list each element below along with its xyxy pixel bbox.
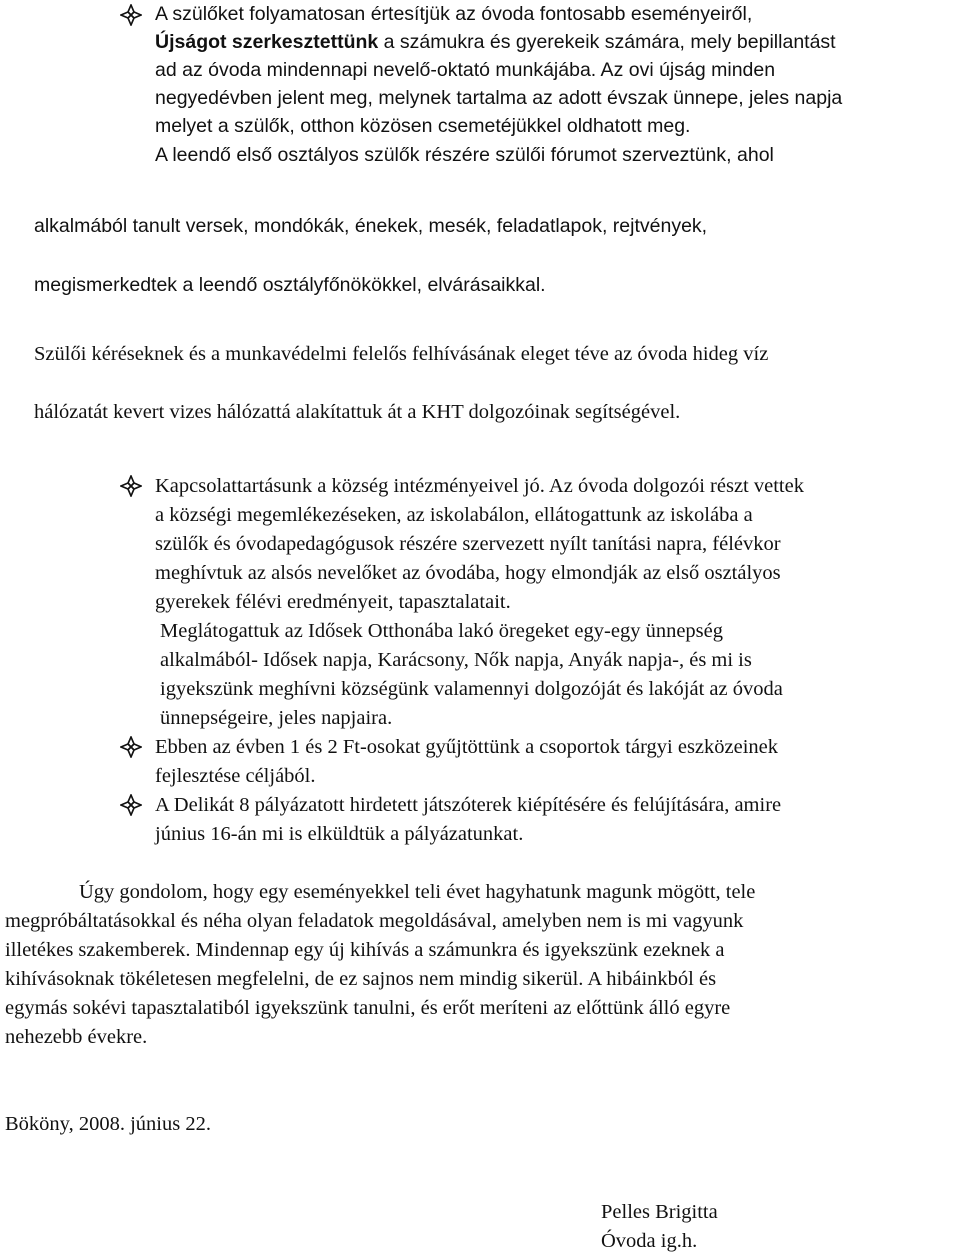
kapcsolat-line2: a községi megemlékezéseken, az iskolabálon, ellátogattunk az iskolába a bbox=[155, 504, 753, 526]
signature-name: Pelles Brigitta bbox=[601, 1201, 718, 1223]
kapcsolat-line8: igyekszünk meghívni községünk valamennyi dolgozóját és lakóját az óvoda bbox=[160, 678, 783, 700]
delikat-line1: A Delikát 8 pályázatott hirdetett játszóterek kiépítésére és felújítására, amire bbox=[155, 794, 782, 816]
closing-line5: egymás sokévi tapasztalatiból igyekszünk tanulni, és erőt meríteni az előttünk álló egyre bbox=[5, 997, 731, 1019]
place-date: Bököny, 2008. június 22. bbox=[5, 1113, 211, 1135]
kapcsolat-line9: ünnepségeire, jeles napjaira. bbox=[160, 707, 393, 729]
delikat-line2: június 16-án mi is elküldtük a pályázatunkat. bbox=[155, 823, 524, 845]
closing-line3: illetékes szakemberek. Mindennap egy új kihívás a számunkra és igyekszünk ezeknek a bbox=[5, 939, 725, 961]
diamond-bullet-icon bbox=[120, 4, 142, 26]
kapcsolat-line1: Kapcsolattartásunk a község intézményeivel jó. Az óvoda dolgozói részt vettek bbox=[155, 475, 804, 497]
kapcsolat-line4: meghívtuk az alsós nevelőket az óvodába, hogy elmondják az első osztályos bbox=[155, 562, 781, 584]
diamond-bullet-icon bbox=[120, 475, 142, 497]
diamond-bullet-icon bbox=[120, 736, 142, 758]
signature-title: Óvoda ig.h. bbox=[601, 1230, 698, 1252]
section2-line1: Szülői kéréseknek és a munkavédelmi felelős felhívásának eleget téve az óvoda hideg víz bbox=[34, 343, 769, 365]
closing-line6: nehezebb évekre. bbox=[5, 1026, 148, 1048]
section1-line3: ad az óvoda mindennapi nevelő-oktató munkájába. Az ovi újság minden bbox=[155, 59, 776, 81]
section1-line6: A leendő első osztályos szülők részére szülői fórumot szerveztünk, ahol bbox=[155, 144, 774, 166]
section1-line7: alkalmából tanult versek, mondókák, énekek, mesék, feladatlapok, rejtvények, bbox=[34, 215, 708, 237]
closing-line2: megpróbáltatásokkal és néha olyan feladatok megoldásával, amelyben nem is mi vagyunk bbox=[5, 910, 744, 932]
section1-line4: negyedévben jelent meg, melynek tartalma az adott évszak ünnepe, jeles napja bbox=[155, 87, 843, 109]
kapcsolat-line6: Meglátogattuk az Idősek Otthonába lakó öregeket egy-egy ünnepség bbox=[160, 620, 723, 642]
section1-line1: A szülőket folyamatosan értesítjük az óvoda fontosabb eseményeiről, bbox=[155, 3, 753, 25]
section1-line5: melyet a szülők, otthon közösen csemetéjükkel oldhatott meg. bbox=[155, 115, 691, 137]
closing-line4: kihívásoknak tökéletesen megfelelni, de ez sajnos nem mindig sikerül. A hibáinkból és bbox=[5, 968, 717, 990]
newspaper-label: Újságot szerkesztettünk bbox=[155, 31, 379, 53]
kapcsolat-line5: gyerekek félévi eredményeit, tapasztalatait. bbox=[155, 591, 511, 613]
section2-line2: hálózatát kevert vizes hálózattá alakítattuk át a KHT dolgozóinak segítségével. bbox=[34, 401, 681, 423]
diamond-bullet-icon bbox=[120, 794, 142, 816]
kapcsolat-line7: alkalmából- Idősek napja, Karácsony, Nők napja, Anyák napja-, és mi is bbox=[160, 649, 752, 671]
closing-line1: Úgy gondolom, hogy egy eseményekkel teli évet hagyhatunk magunk mögött, tele bbox=[79, 881, 756, 903]
section1-line2: Újságot szerkesztettünk a számukra és gyerekeik számára, mely bepillantást bbox=[155, 31, 836, 53]
section1-line8: megismerkedtek a leendő osztályfőnökökkel, elvárásaikkal. bbox=[34, 274, 546, 296]
ft-line1: Ebben az évben 1 és 2 Ft-osokat gyűjtöttünk a csoportok tárgyi eszközeinek bbox=[155, 736, 779, 758]
ft-line2: fejlesztése céljából. bbox=[155, 765, 316, 787]
kapcsolat-line3: szülők és óvodapedagógusok részére szervezett nyílt tanítási napra, félévkor bbox=[155, 533, 781, 555]
